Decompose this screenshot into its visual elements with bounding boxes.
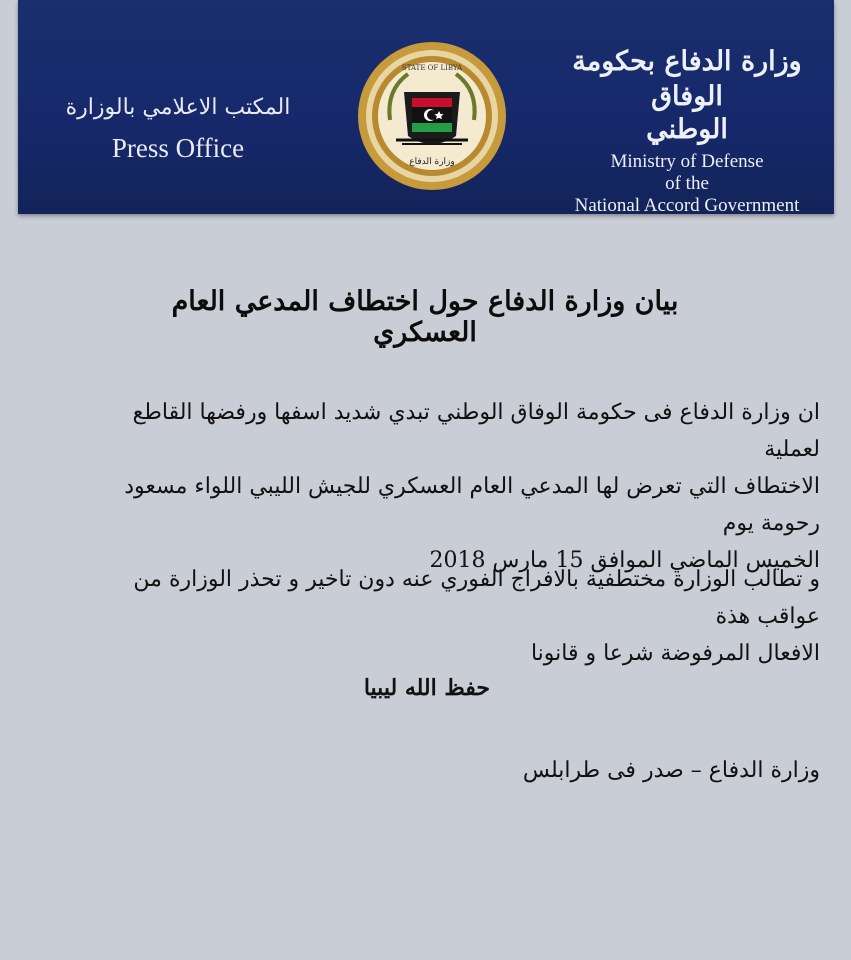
closing-line: حفظ الله ليبيا (363, 675, 490, 701)
paragraph-1-line-2: الاختطاف التي تعرض لها المدعي العام العسكري للجيش الليبي اللواء مسعود رحومة يوم (124, 474, 820, 536)
signature-line: وزارة الدفاع – صدر فى طرابلس (522, 758, 820, 783)
ministry-english-line1: Ministry of Defense (610, 150, 764, 172)
header-banner (18, 0, 834, 214)
ministry-arabic-line2: الوطني (646, 114, 728, 146)
paragraph-2-line-1: و تطالب الوزارة مختطفية بالافراج الفوري عنه دون تاخير و تحذر الوزارة من عواقب هذة (133, 567, 820, 629)
ministry-arabic-line1: وزارة الدفاع بحكومة الوفاق (572, 46, 802, 113)
seal-text-arabic: وزارة الدفاع (409, 157, 455, 167)
ministry-block (552, 44, 822, 217)
paragraph-1-line-1: ان وزارة الدفاع فى حكومة الوفاق الوطني تبدي شديد اسفها ورفضها القاطع لعملية (132, 400, 820, 462)
paragraph-1-line-3: الخميس الماضي الموافق 15 مارس 2018 (429, 548, 820, 573)
press-office-block (58, 95, 298, 164)
statement-title: بيان وزارة الدفاع حول اختطاف المدعي العام العسكري (171, 286, 679, 348)
press-office-english: Press Office (111, 133, 245, 164)
ministry-english-line2: of the (665, 172, 709, 194)
paragraph-2-line-2: الافعال المرفوضة شرعا و قانونا (530, 641, 820, 666)
ministry-english-line3: National Accord Government (574, 194, 800, 216)
seal-text-top: STATE OF LIBYA (401, 64, 463, 72)
press-office-arabic: المكتب الاعلامي بالوزارة (65, 95, 291, 120)
ministry-seal-icon (356, 40, 508, 192)
statement-paragraph-2 (80, 561, 820, 672)
statement-paragraph-1 (80, 394, 820, 579)
